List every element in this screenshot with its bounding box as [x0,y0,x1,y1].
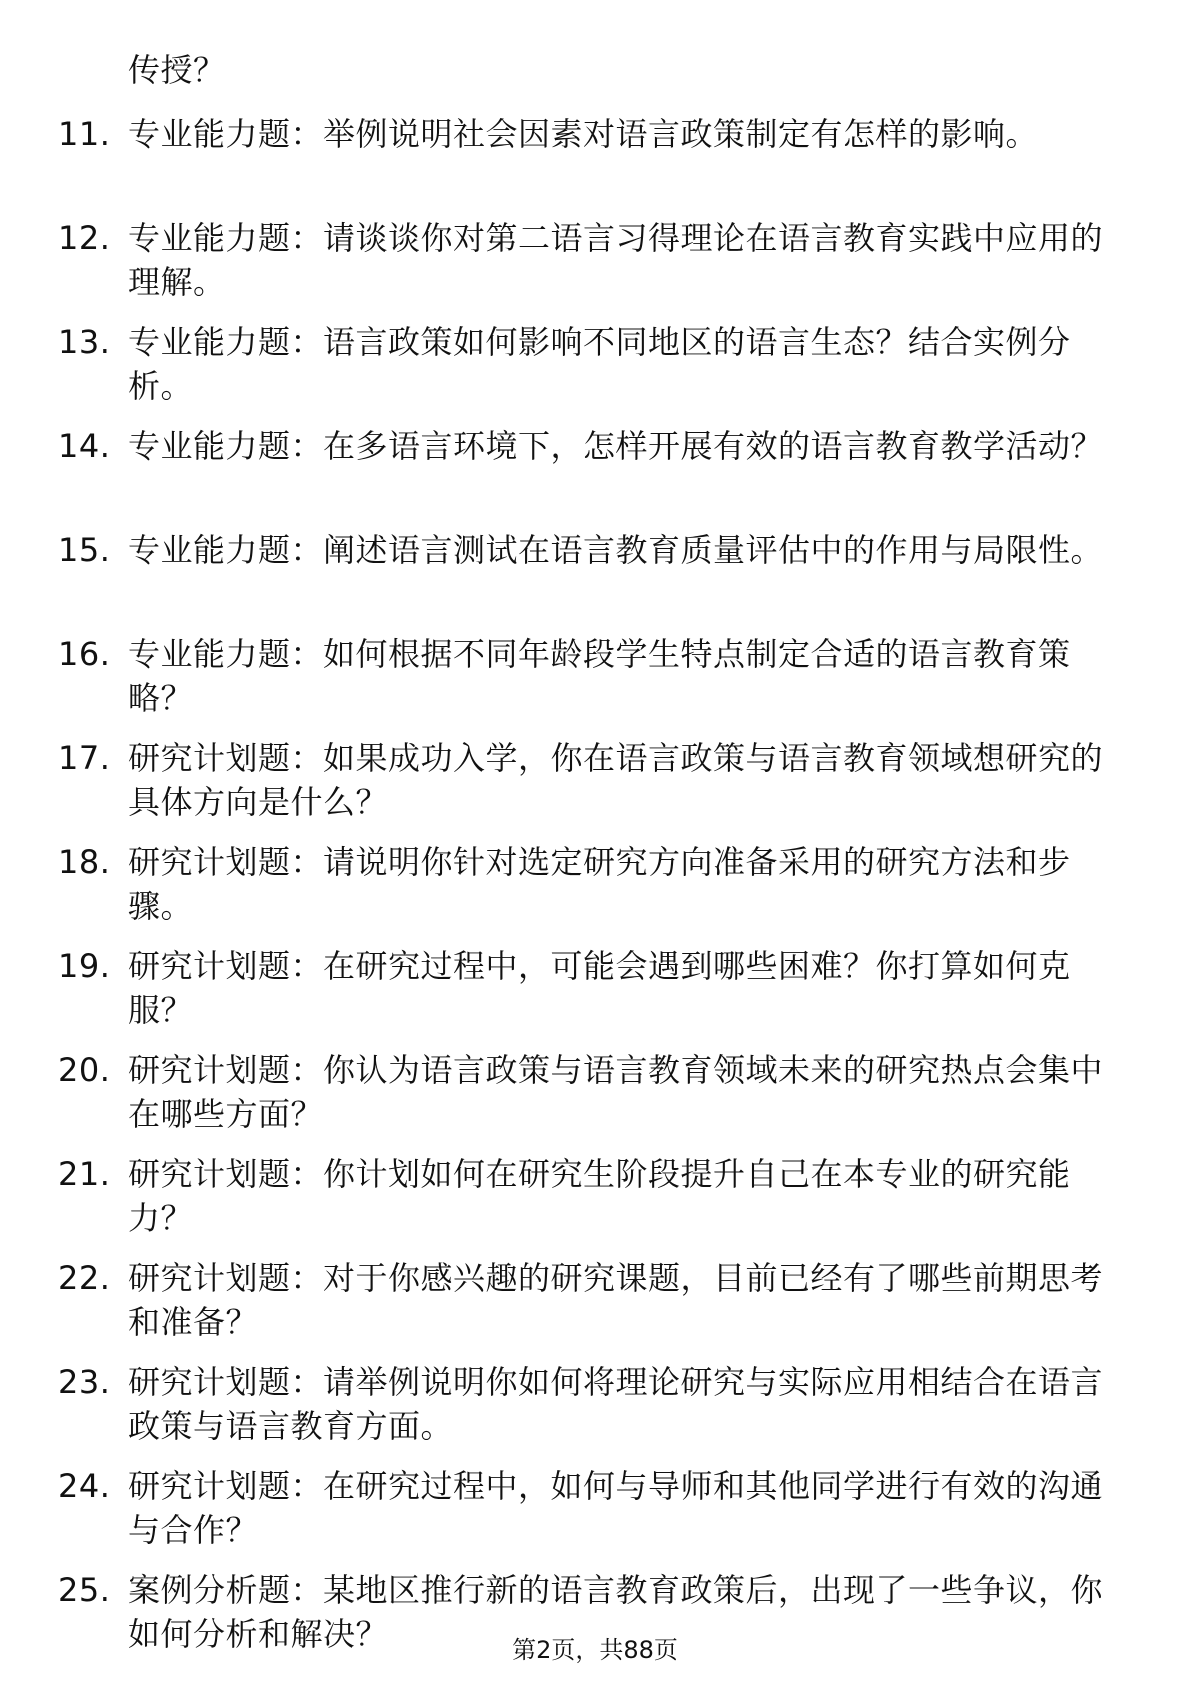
item-text: 研究计划题：如果成功入学，你在语言政策与语言教育领域想研究的具体方向是什么？ [128,739,1104,821]
item-text: 案例分析题：某地区推行新的语言教育政策后，出现了一些争议，你如何分析和解决？ [128,1571,1104,1653]
item-number: 24. [58,1467,111,1505]
item-text: 研究计划题：请说明你针对选定研究方向准备采用的研究方法和步骤。 [128,843,1071,925]
item-text: 专业能力题：如何根据不同年龄段学生特点制定合适的语言教育策略？ [128,635,1071,717]
list-item [0,424,1190,528]
item-text: 专业能力题：举例说明社会因素对语言政策制定有怎样的影响。 [128,115,1039,153]
item-text: 研究计划题：请举例说明你如何将理论研究与实际应用相结合在语言政策与语言教育方面。 [128,1363,1104,1445]
list-item [0,944,1190,1048]
list-item [0,1360,1190,1464]
list-item [0,1152,1190,1256]
list-item [0,216,1190,320]
item-number: 17. [58,739,111,777]
question-list [0,112,1190,1672]
item-text: 专业能力题：请谈谈你对第二语言习得理论在语言教育实践中应用的理解。 [128,219,1104,301]
list-item [0,528,1190,632]
list-item [0,1048,1190,1152]
list-item [0,1256,1190,1360]
item-text: 研究计划题：在研究过程中，可能会遇到哪些困难？你打算如何克服？ [128,947,1071,1029]
item-number: 23. [58,1363,111,1401]
item-text: 专业能力题：阐述语言测试在语言教育质量评估中的作用与局限性。 [128,531,1104,569]
item-number: 19. [58,947,111,985]
item-text: 专业能力题：在多语言环境下，怎样开展有效的语言教育教学活动？ [128,427,1104,465]
item-number: 25. [58,1571,111,1609]
item-number: 22. [58,1259,111,1297]
item-number: 15. [58,531,111,569]
item-text: 研究计划题：你认为语言政策与语言教育领域未来的研究热点会集中在哪些方面？ [128,1051,1104,1133]
list-item [0,320,1190,424]
list-item [0,632,1190,736]
item-text: 研究计划题：在研究过程中，如何与导师和其他同学进行有效的沟通与合作？ [128,1467,1104,1549]
item-text: 专业能力题：语言政策如何影响不同地区的语言生态？结合实例分析。 [128,323,1071,405]
page-footer: 第2页，共88页 [512,1636,678,1664]
item-number: 11. [58,115,111,153]
item-number: 21. [58,1155,111,1193]
list-item [0,840,1190,944]
item-number: 18. [58,843,111,881]
item-text: 研究计划题：你计划如何在研究生阶段提升自己在本专业的研究能力？ [128,1155,1071,1237]
list-item [0,1464,1190,1568]
continuation-text: 传授？ [128,51,226,89]
list-item [0,112,1190,216]
item-number: 16. [58,635,111,673]
item-number: 13. [58,323,111,361]
item-text: 研究计划题：对于你感兴趣的研究课题，目前已经有了哪些前期思考和准备？ [128,1259,1104,1341]
item-number: 14. [58,427,111,465]
item-number: 12. [58,219,111,257]
list-item [0,736,1190,840]
item-number: 20. [58,1051,111,1089]
